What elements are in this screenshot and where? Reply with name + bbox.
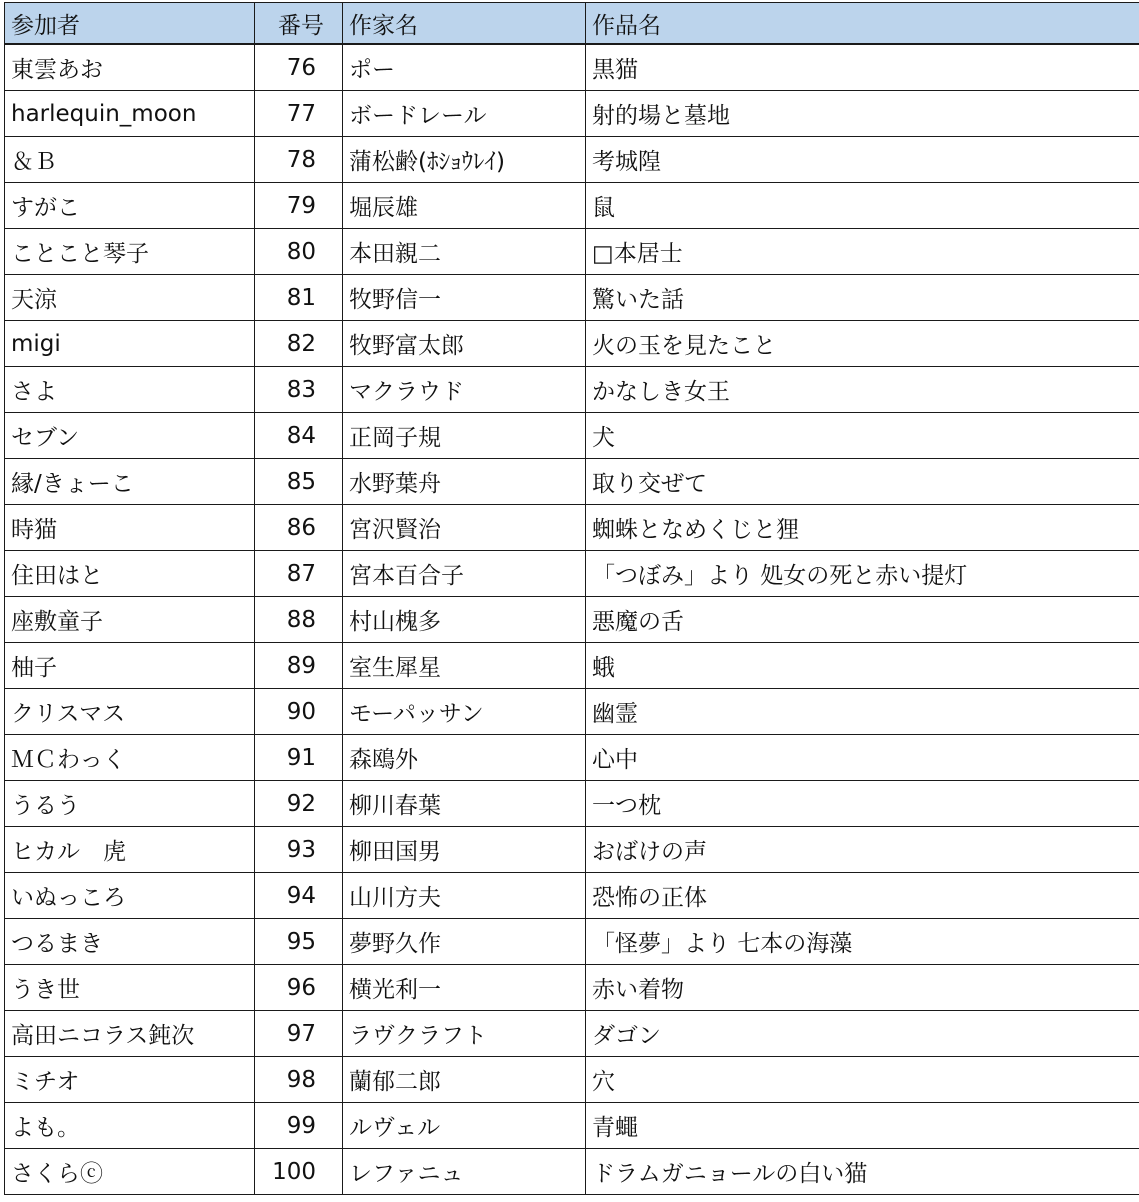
participants-table	[4, 2, 1139, 1195]
cell-number[interactable]: 77	[255, 91, 343, 137]
cell-participant[interactable]: harlequin_moon	[5, 91, 255, 137]
table-row	[5, 91, 1139, 137]
table-row	[5, 873, 1139, 919]
cell-work[interactable]: 青蠅	[586, 1103, 1139, 1149]
header-author[interactable]: 作家名	[343, 3, 586, 45]
cell-participant[interactable]: 柚子	[5, 643, 255, 689]
cell-number[interactable]: 85	[255, 459, 343, 505]
cell-participant[interactable]: よも。	[5, 1103, 255, 1149]
cell-work[interactable]: 穴	[586, 1057, 1139, 1103]
cell-work[interactable]: 「つぼみ」より 処女の死と赤い提灯	[586, 551, 1139, 597]
cell-work[interactable]: 幽霊	[586, 689, 1139, 735]
cell-number[interactable]: 99	[255, 1103, 343, 1149]
cell-work[interactable]: 火の玉を見たこと	[586, 321, 1139, 367]
cell-author[interactable]: 牧野富太郎	[343, 321, 586, 367]
cell-number[interactable]: 98	[255, 1057, 343, 1103]
cell-participant[interactable]: ＭＣわっく	[5, 735, 255, 781]
cell-participant[interactable]: いぬっころ	[5, 873, 255, 919]
table-row	[5, 367, 1139, 413]
cell-number[interactable]: 95	[255, 919, 343, 965]
table-row	[5, 229, 1139, 275]
header-work[interactable]: 作品名	[586, 3, 1139, 45]
cell-author[interactable]: マクラウド	[343, 367, 586, 413]
cell-work[interactable]: □本居士	[586, 229, 1139, 275]
cell-participant[interactable]: ことこと琴子	[5, 229, 255, 275]
cell-work[interactable]: かなしき女王	[586, 367, 1139, 413]
table-row	[5, 597, 1139, 643]
cell-author[interactable]: 柳田国男	[343, 827, 586, 873]
cell-author[interactable]: 本田親二	[343, 229, 586, 275]
table-row	[5, 781, 1139, 827]
cell-number[interactable]: 89	[255, 643, 343, 689]
cell-work[interactable]: 考城隍	[586, 137, 1139, 183]
cell-work[interactable]: ダゴン	[586, 1011, 1139, 1057]
cell-work[interactable]: 心中	[586, 735, 1139, 781]
header-participant[interactable]: 参加者	[5, 3, 255, 45]
cell-participant[interactable]: さよ	[5, 367, 255, 413]
cell-participant[interactable]: 東雲あお	[5, 44, 255, 91]
cell-author[interactable]: 柳川春葉	[343, 781, 586, 827]
cell-work[interactable]: 取り交ぜて	[586, 459, 1139, 505]
cell-author[interactable]: 森鴎外	[343, 735, 586, 781]
cell-participant[interactable]: うき世	[5, 965, 255, 1011]
cell-work[interactable]: 蜘蛛となめくじと狸	[586, 505, 1139, 551]
cell-participant[interactable]: 時猫	[5, 505, 255, 551]
cell-number[interactable]: 88	[255, 597, 343, 643]
cell-participant[interactable]: 住田はと	[5, 551, 255, 597]
cell-participant[interactable]: セブン	[5, 413, 255, 459]
table-row	[5, 643, 1139, 689]
cell-work[interactable]: 犬	[586, 413, 1139, 459]
table-row	[5, 551, 1139, 597]
cell-author[interactable]: 横光利一	[343, 965, 586, 1011]
table-row	[5, 275, 1139, 321]
cell-participant[interactable]: すがこ	[5, 183, 255, 229]
cell-participant[interactable]: 縁/きょーこ	[5, 459, 255, 505]
table-row	[5, 1011, 1139, 1057]
cell-participant[interactable]: 天涼	[5, 275, 255, 321]
cell-number[interactable]: 91	[255, 735, 343, 781]
cell-author[interactable]: ポー	[343, 44, 586, 91]
table-row	[5, 183, 1139, 229]
table-body	[5, 44, 1139, 1195]
cell-author[interactable]: 堀辰雄	[343, 183, 586, 229]
cell-participant[interactable]: 高田ニコラス鈍次	[5, 1011, 255, 1057]
cell-author[interactable]: 室生犀星	[343, 643, 586, 689]
cell-work[interactable]: ドラムガニョールの白い猫	[586, 1149, 1139, 1195]
cell-number[interactable]: 83	[255, 367, 343, 413]
cell-author[interactable]: 蒲松齢(ﾎｼｮｳﾚｲ)	[343, 137, 586, 183]
cell-author[interactable]: 蘭郁二郎	[343, 1057, 586, 1103]
table-row	[5, 505, 1139, 551]
cell-author[interactable]: 夢野久作	[343, 919, 586, 965]
cell-work[interactable]: 「怪夢」より 七本の海藻	[586, 919, 1139, 965]
cell-number[interactable]: 80	[255, 229, 343, 275]
cell-number[interactable]: 93	[255, 827, 343, 873]
header-row	[5, 3, 1139, 45]
cell-number[interactable]: 97	[255, 1011, 343, 1057]
cell-participant[interactable]: ミチオ	[5, 1057, 255, 1103]
table-row	[5, 735, 1139, 781]
cell-author[interactable]: 山川方夫	[343, 873, 586, 919]
table-row	[5, 413, 1139, 459]
cell-participant[interactable]: ヒカル 虎	[5, 827, 255, 873]
cell-number[interactable]: 86	[255, 505, 343, 551]
cell-number[interactable]: 81	[255, 275, 343, 321]
cell-participant[interactable]: さくらⓒ	[5, 1149, 255, 1195]
cell-author[interactable]: 宮本百合子	[343, 551, 586, 597]
cell-author[interactable]: 宮沢賢治	[343, 505, 586, 551]
table-row	[5, 965, 1139, 1011]
table-row	[5, 1103, 1139, 1149]
cell-number[interactable]: 96	[255, 965, 343, 1011]
cell-author[interactable]: ルヴェル	[343, 1103, 586, 1149]
cell-author[interactable]: ラヴクラフト	[343, 1011, 586, 1057]
cell-author[interactable]: ボードレール	[343, 91, 586, 137]
cell-participant[interactable]: ＆Ｂ	[5, 137, 255, 183]
cell-author[interactable]: 正岡子規	[343, 413, 586, 459]
cell-number[interactable]: 100	[255, 1149, 343, 1195]
table-row	[5, 1149, 1139, 1195]
cell-number[interactable]: 76	[255, 44, 343, 91]
table-row	[5, 137, 1139, 183]
cell-author[interactable]: 村山槐多	[343, 597, 586, 643]
cell-work[interactable]: 驚いた話	[586, 275, 1139, 321]
cell-number[interactable]: 94	[255, 873, 343, 919]
cell-work[interactable]: 悪魔の舌	[586, 597, 1139, 643]
table-row	[5, 919, 1139, 965]
cell-number[interactable]: 84	[255, 413, 343, 459]
cell-author[interactable]: 水野葉舟	[343, 459, 586, 505]
cell-author[interactable]: レファニュ	[343, 1149, 586, 1195]
cell-number[interactable]: 79	[255, 183, 343, 229]
cell-work[interactable]: 蛾	[586, 643, 1139, 689]
cell-participant[interactable]: うるう	[5, 781, 255, 827]
table-row	[5, 1057, 1139, 1103]
table-row	[5, 827, 1139, 873]
cell-number[interactable]: 92	[255, 781, 343, 827]
cell-participant[interactable]: つるまき	[5, 919, 255, 965]
cell-participant[interactable]: クリスマス	[5, 689, 255, 735]
cell-number[interactable]: 90	[255, 689, 343, 735]
table-row	[5, 44, 1139, 91]
cell-work[interactable]: 赤い着物	[586, 965, 1139, 1011]
cell-number[interactable]: 82	[255, 321, 343, 367]
table-row	[5, 321, 1139, 367]
table-header	[5, 3, 1139, 45]
table-row	[5, 689, 1139, 735]
header-number[interactable]: 番号	[255, 3, 343, 45]
cell-author[interactable]: 牧野信一	[343, 275, 586, 321]
cell-number[interactable]: 87	[255, 551, 343, 597]
cell-work[interactable]: 一つ枕	[586, 781, 1139, 827]
cell-work[interactable]: おばけの声	[586, 827, 1139, 873]
cell-work[interactable]: 射的場と墓地	[586, 91, 1139, 137]
cell-work[interactable]: 黒猫	[586, 44, 1139, 91]
cell-participant[interactable]: 座敷童子	[5, 597, 255, 643]
cell-participant[interactable]: migi	[5, 321, 255, 367]
cell-author[interactable]: モーパッサン	[343, 689, 586, 735]
cell-work[interactable]: 鼠	[586, 183, 1139, 229]
cell-number[interactable]: 78	[255, 137, 343, 183]
cell-work[interactable]: 恐怖の正体	[586, 873, 1139, 919]
table-row	[5, 459, 1139, 505]
